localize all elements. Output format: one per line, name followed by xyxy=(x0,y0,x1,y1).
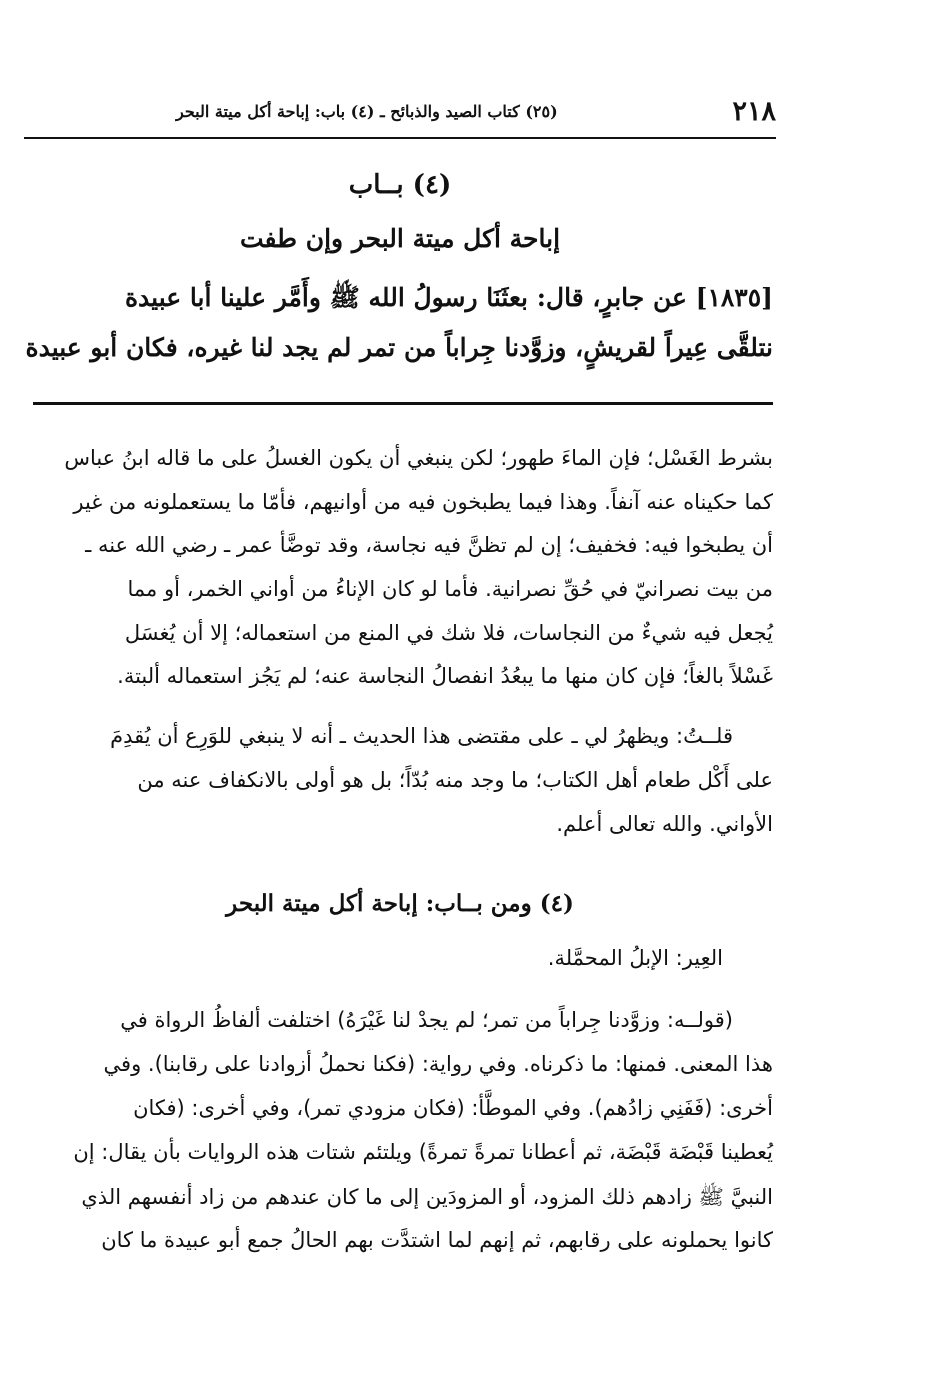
definition-line: العِير: الإبلُ المحمَّلة. xyxy=(547,946,723,970)
header-rule xyxy=(24,137,776,139)
hadith-line: نتلقَّى عِيراً لقريشٍ، وزوَّدنا جِراباً من تمر لم يجد لنا غيره، فكان أبو عبيدة xyxy=(25,333,773,362)
page-number: ٢١٨ xyxy=(732,96,776,127)
commentary-line: كما حكيناه عنه آنفاً. وهذا فيما يطبخون فيه من أوانيهم، فأمّا ما يستعملونه من غير xyxy=(73,490,773,514)
hadith-line: [١٨٣٥] عن جابرٍ، قال: بعثَنَا رسولُ الله ﷺ وأَمَّر علينا أبا عبيدة xyxy=(124,283,773,312)
running-title: (٢٥) كتاب الصيد والذبائح ـ (٤) باب: إباحة أكل ميتة البحر xyxy=(176,102,558,121)
commentary-line: الأواني. والله تعالى أعلم. xyxy=(556,812,773,836)
commentary-line: غَسْلاً بالغاً؛ فإن كان منها ما يبعُدُ انفصالُ النجاسة عنه؛ لم يَجُز استعماله ألبتة. xyxy=(117,664,773,688)
commentary-line: كانوا يحملونه على رقابهم، ثم إنهم لما اشتدَّت بهم الحالُ جمع أبو عبيدة ما كان xyxy=(101,1228,773,1252)
commentary-line: (قولــه: وزوَّدنا جِراباً من تمر؛ لم يجدْ لنا غَيْرَهُ) اختلفت ألفاظُ الرواة في xyxy=(120,1008,733,1032)
commentary-line: قلــتُ: ويظهرُ لي ـ على مقتضى هذا الحديث ـ أنه لا ينبغي للوَرِع أن يُقدِمَ xyxy=(110,724,733,748)
commentary-line: من بيت نصرانيّ في حُقِّ نصرانية. فأما لو كان الإناءُ من أواني الخمر، أو مما xyxy=(127,577,773,601)
commentary-line: على أَكْل طعام أهل الكتاب؛ ما وجد منه بُدّاً؛ بل هو أولى بالانكفاف عنه من xyxy=(137,768,773,792)
commentary-line: يُجعل فيه شيءٌ من النجاسات، فلا شك في المنع من استعماله؛ إلا أن يُغسَل xyxy=(124,621,773,645)
chapter-number: (٤) بــاب xyxy=(348,170,452,200)
commentary-line: أن يطبخوا فيه: فخفيف؛ إن لم تظنَّ فيه نجاسة، وقد توضَّأ عمر ـ رضي الله عنه ـ xyxy=(85,533,773,557)
chapter-title: إباحة أكل ميتة البحر وإن طفت xyxy=(239,224,561,253)
commentary-line: هذا المعنى. فمنها: ما ذكرناه. وفي رواية: (فكنا نحملُ أزوادنا على رقابنا). وفي xyxy=(103,1052,773,1076)
commentary-line: يُعطينا قَبْضَة قَبْضَة، ثم أعطانا تمرةً تمرةً) ويلتئم شتات هذه الروايات بأن يقال: إن xyxy=(73,1140,773,1164)
footnote-separator xyxy=(33,402,773,405)
commentary-line: أخرى: (فَفَنِي زادُهم). وفي الموطَّأ: (فكان مزودي تمر)، وفي أخرى: (فكان xyxy=(133,1096,773,1120)
commentary-line: النبيَّ ﷺ زادهم ذلك المزود، أو المزودَين إلى ما كان عندهم من زاد أنفسهم الذي xyxy=(81,1185,773,1209)
commentary-line: بشرط الغَسْل؛ فإن الماءَ طهور؛ لكن ينبغي أن يكون الغسلُ على ما قاله ابنُ عباس xyxy=(64,446,773,470)
page-header xyxy=(24,96,776,136)
section-heading: (٤) ومن بــاب: إباحة أكل ميتة البحر xyxy=(226,890,574,917)
